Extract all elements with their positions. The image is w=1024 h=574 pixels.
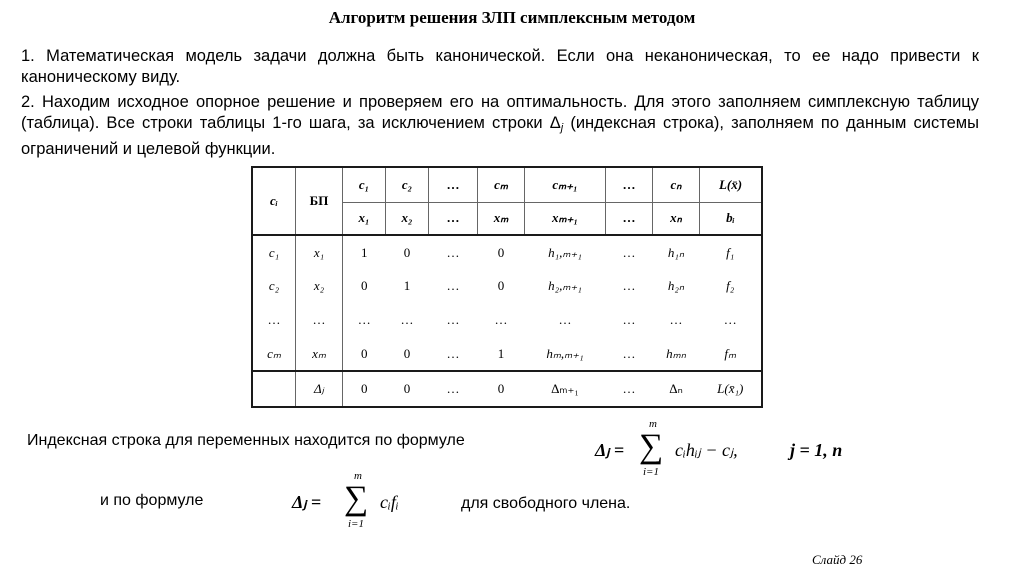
table-cell: 0 [478, 371, 525, 406]
table-cell: … [622, 345, 636, 361]
formula-free-term [292, 470, 422, 532]
table-cell: … [622, 311, 636, 327]
formula-2-label: и по формуле [100, 492, 204, 509]
header-cell: cₘ [478, 168, 525, 202]
table-cell: xₘ [296, 337, 343, 372]
table-cell: 0 [403, 345, 411, 361]
table-cell: … [446, 244, 460, 260]
table-cell: … [429, 371, 478, 406]
table-header-row-top [253, 168, 761, 202]
table-cell: 0 [361, 278, 368, 294]
table-cell: 0 [403, 244, 411, 260]
table-cell: x₁ [296, 235, 343, 270]
table-cell [253, 371, 296, 406]
table-cell: x₂ [296, 270, 343, 304]
simplex-table [251, 166, 763, 408]
header-cell: xₘ [478, 202, 525, 235]
table-cell: 0 [361, 345, 368, 361]
table-cell: … [669, 311, 683, 327]
formula-2-suffix: для свободного члена. [461, 495, 631, 512]
table-cell: 1 [361, 244, 368, 260]
table-cell: … [606, 371, 653, 406]
table-cell: … [723, 311, 737, 327]
formula-index-row [595, 418, 870, 480]
header-cell: … [429, 168, 478, 202]
formula-1-label: Индексная строка для переменных находится по формуле [27, 432, 465, 449]
table-cell: L(x̄₁) [700, 371, 762, 406]
table-cell: 0 [497, 278, 505, 294]
table-cell: h₂,ₘ₊₁ [548, 278, 582, 294]
formula-1-sum-top: m [649, 418, 657, 430]
table-cell: Δₘ₊₁ [525, 371, 606, 406]
table-cell: f₁ [726, 244, 735, 260]
paragraph-1: 1. Математическая модель задачи должна быть канонической. Если она неканоническая, то ее надо привести к каноническому виду. [21, 47, 979, 86]
table-cell: … [446, 311, 460, 327]
header-cell: x₁ [343, 202, 386, 235]
header-cell: … [606, 168, 653, 202]
table-cell: hₘ,ₘ₊₁ [546, 345, 584, 361]
paragraph-2-subscript: j [560, 122, 564, 134]
formula-1-range: j = 1, n [790, 440, 843, 460]
table-row [253, 270, 761, 304]
header-bp: БП [296, 168, 343, 235]
header-cell: cₙ [653, 168, 700, 202]
table-row [253, 303, 761, 337]
table-cell: … [296, 303, 343, 337]
paragraph-2-text-b: (индексная строка), заполняем по данным системы ограничений и целевой функции. [21, 114, 979, 158]
header-cell: … [606, 202, 653, 235]
table-cell: … [400, 311, 414, 327]
formula-1-rhs: cᵢhᵢⱼ − cⱼ, [675, 440, 738, 460]
table-cell: … [253, 303, 296, 337]
header-cell: c₁ [343, 168, 386, 202]
header-cell: c₂ [386, 168, 429, 202]
formula-2-lhs: Δⱼ = [292, 492, 322, 512]
table-cell: Δⱼ [296, 371, 343, 406]
table-cell: … [622, 278, 636, 294]
table-cell: cₘ [253, 337, 296, 372]
table-cell: hₘₙ [666, 345, 686, 361]
table-cell: … [357, 311, 371, 327]
table-cell: Δₙ [653, 371, 700, 406]
header-cell: cₘ₊₁ [525, 168, 606, 202]
header-cell: … [429, 202, 478, 235]
table-cell: … [494, 311, 508, 327]
table-cell: 1 [497, 345, 505, 361]
table-cell: … [558, 311, 572, 327]
table-cell: 1 [403, 278, 411, 294]
paragraph-2-text-a: 2. Находим исходное опорное решение и проверяем его на оптимальность. Для этого заполняем симплексную таблицу (таблица). Все строки таблицы 1-го шага, за исключением строки Δ [21, 93, 979, 132]
formula-2-rhs: cᵢfᵢ [380, 492, 399, 512]
formula-2-sum-top: m [354, 470, 362, 482]
sigma-icon: ∑ [344, 480, 369, 517]
header-cell: bᵢ [700, 202, 762, 235]
table-cell: … [622, 244, 636, 260]
header-cell: x₂ [386, 202, 429, 235]
sigma-icon: ∑ [639, 428, 664, 465]
table-cell: h₁ₙ [667, 244, 685, 260]
index-row [253, 371, 761, 406]
formula-1-lhs: Δⱼ = [595, 440, 625, 460]
table-cell: 0 [497, 244, 505, 260]
table-cell: h₁,ₘ₊₁ [548, 244, 582, 260]
header-cell: L(x̄) [700, 168, 762, 202]
table-cell: fₘ [724, 345, 737, 361]
table-cell: c₁ [253, 235, 296, 270]
table-cell: 0 [343, 371, 386, 406]
slide-title: Алгоритм решения ЗЛП симплексным методом [328, 8, 696, 27]
table-cell: f₂ [726, 278, 735, 294]
header-cell: xₙ [653, 202, 700, 235]
table-row [253, 337, 761, 372]
header-ci: cᵢ [253, 168, 296, 235]
simplex-table-grid [253, 168, 761, 406]
paragraph-2 [21, 92, 979, 160]
formula-1-sum-bottom: i=1 [643, 466, 659, 478]
table-cell: … [446, 278, 460, 294]
table-row [253, 235, 761, 270]
formula-2-sum-bottom: i=1 [348, 518, 364, 530]
table-cell: c₂ [253, 270, 296, 304]
header-cell: xₘ₊₁ [525, 202, 606, 235]
table-cell: … [446, 345, 460, 361]
slide-number: Слайд 26 [812, 552, 863, 567]
table-cell: 0 [386, 371, 429, 406]
table-cell: h₂ₙ [667, 278, 685, 294]
